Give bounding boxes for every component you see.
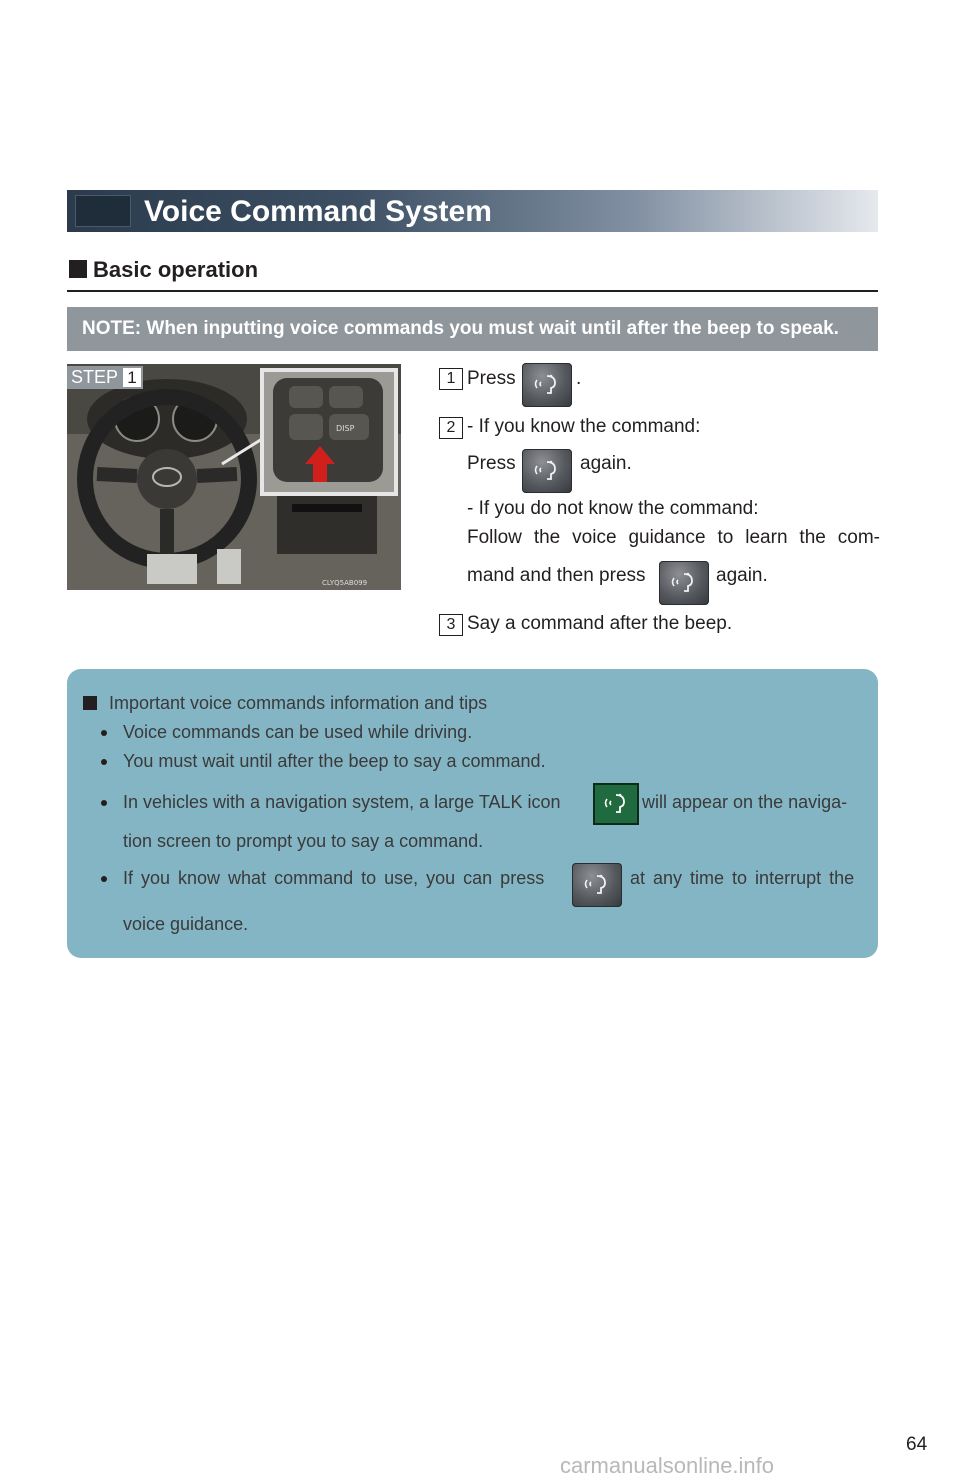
disp-button-label: DISP [336,424,355,433]
navigation-talk-icon [593,783,639,825]
step-2-guidance-text: Follow the voice guidance to learn the com- [467,527,880,548]
bullet-icon [101,759,107,765]
step-2-number: 2 [439,417,463,439]
talk-switch-icon [522,449,572,493]
section-bullet-icon [69,260,87,278]
step-3-number: 3 [439,614,463,636]
info-heading-bullet-icon [83,696,97,710]
step-2-then-press-text: mand and then press [467,565,646,586]
step-badge [67,366,143,389]
title-decoration [75,195,131,227]
info-bullet-3-continued: will appear on the naviga- [642,792,848,812]
bullet-icon [101,800,107,806]
step-3-text: Say a command after the beep. [467,613,733,634]
section-divider [67,290,878,292]
note-text: NOTE: When inputting voice commands you must wait until after the beep to speak. [82,318,839,339]
info-bullet-2: You must wait until after the beep to say a command. [123,751,546,771]
step-2-known-heading: - If you know the command: [467,416,701,437]
page-number: 64 [906,1434,928,1455]
talk-switch-icon [572,863,622,907]
step-1-number: 1 [439,368,463,390]
step-2-unknown-heading: - If you do not know the command: [467,498,759,519]
section-heading: Basic operation [93,257,259,282]
bullet-icon [101,876,107,882]
talk-switch-icon [522,363,572,407]
page-title: Voice Command System [144,195,492,228]
info-bullet-1: Voice commands can be used while driving. [123,722,473,742]
info-bullet-4-line-2: voice guidance. [123,914,249,934]
info-bullet-3-line-2: tion screen to prompt you to say a command. [123,831,484,851]
step-1-period: . [576,368,582,389]
image-code: CLYQ5AB099 [322,579,368,587]
watermark: carmanualsonline.info [560,1453,775,1478]
info-bullet-4: If you know what command to use, you can press [123,868,545,888]
step-2-again-text-2: again. [716,565,768,586]
step-2-again-text: again. [580,453,632,474]
steering-wheel-photo [67,364,401,590]
step-1-text: Press [467,368,516,389]
info-bullet-3: In vehicles with a navigation system, a large TALK icon [123,792,561,812]
dashboard-illustration [67,364,401,590]
step-number: 1 [123,368,141,387]
talk-switch-icon [659,561,709,605]
bullet-icon [101,730,107,736]
info-bullet-4-continued: at any time to interrupt the [630,868,855,888]
info-heading: Important voice commands information and tips [109,693,488,713]
step-label: STEP [71,367,119,387]
step-2-press-text: Press [467,453,516,474]
